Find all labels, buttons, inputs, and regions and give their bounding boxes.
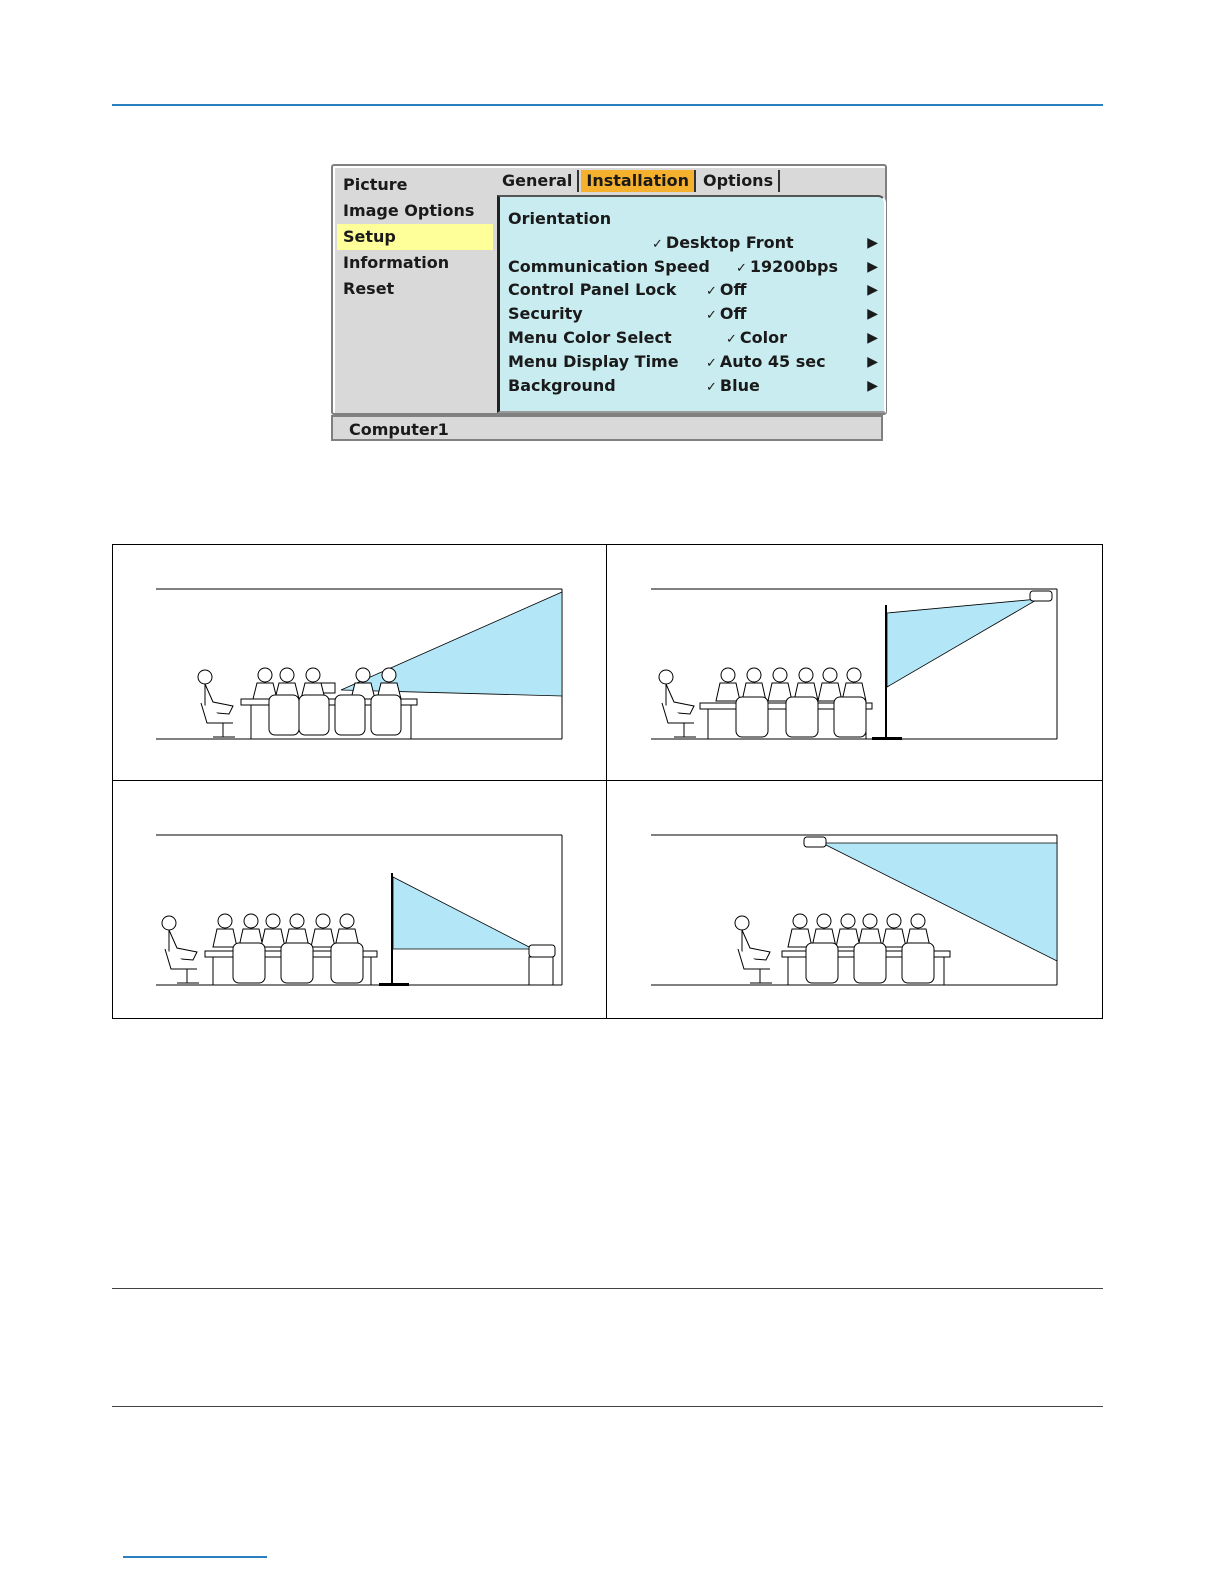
installation-panel: [497, 195, 886, 413]
setting-label: Menu Color Select: [508, 328, 672, 347]
setting-row-security[interactable]: [508, 302, 878, 326]
setting-label: Communication Speed: [508, 257, 710, 276]
check-icon: ✓: [706, 284, 717, 299]
desktop-front-illustration: [113, 545, 607, 781]
orientation-diagram-grid: [112, 544, 1103, 1019]
setting-value: [706, 374, 760, 400]
tab-general[interactable]: General: [497, 170, 579, 192]
setting-value: [706, 302, 746, 328]
setting-value-text: Color: [739, 328, 788, 347]
diagram-desktop-front: [113, 545, 607, 781]
setting-label: Security: [508, 304, 583, 323]
main-menu: [337, 172, 493, 302]
check-icon: ✓: [726, 332, 737, 347]
ceiling-front-illustration: [608, 781, 1102, 1017]
submenu-arrow-icon[interactable]: ▶: [867, 306, 878, 322]
check-icon: ✓: [652, 237, 663, 252]
setting-row-communication-speed[interactable]: [508, 255, 878, 279]
menu-item-setup[interactable]: Setup: [337, 224, 493, 250]
grid-divider-vertical: [606, 545, 607, 1018]
submenu-arrow-icon[interactable]: ▶: [867, 235, 878, 251]
check-icon: ✓: [706, 356, 717, 371]
menu-item-image-options[interactable]: Image Options: [343, 201, 475, 220]
menu-item-information[interactable]: Information: [343, 253, 450, 272]
setting-row-menu-color-select[interactable]: [508, 326, 878, 350]
setting-label: Menu Display Time: [508, 352, 679, 371]
diagram-ceiling-rear: [608, 545, 1102, 781]
setting-value: [726, 326, 787, 352]
check-icon: ✓: [736, 261, 747, 276]
desktop-rear-illustration: [113, 781, 607, 1017]
setting-value-text: Off: [719, 304, 747, 323]
submenu-arrow-icon[interactable]: ▶: [867, 378, 878, 394]
tab-bar: [497, 170, 782, 194]
tab-installation[interactable]: Installation: [581, 170, 696, 192]
check-icon: ✓: [706, 380, 717, 395]
source-name: Computer1: [349, 420, 449, 439]
setting-label: Background: [508, 376, 616, 395]
orientation-value-text: Desktop Front: [665, 233, 794, 252]
section-divider: [112, 1406, 1103, 1407]
setting-value: [706, 278, 746, 304]
check-icon: ✓: [706, 308, 717, 323]
setting-row-orientation[interactable]: [508, 231, 878, 255]
setting-row-background[interactable]: [508, 374, 878, 398]
source-status-bar: [331, 415, 883, 441]
menu-item-picture[interactable]: Picture: [343, 175, 408, 194]
submenu-arrow-icon[interactable]: ▶: [867, 282, 878, 298]
setting-value: [706, 350, 826, 376]
submenu-arrow-icon[interactable]: ▶: [867, 259, 878, 275]
setting-value-text: 19200bps: [749, 257, 838, 276]
setting-label: Control Panel Lock: [508, 280, 677, 299]
submenu-arrow-icon[interactable]: ▶: [867, 330, 878, 346]
ceiling-rear-illustration: [608, 545, 1102, 781]
setting-value-text: Blue: [719, 376, 760, 395]
setting-value-text: Auto 45 sec: [719, 352, 826, 371]
diagram-desktop-rear: [113, 781, 607, 1017]
submenu-arrow-icon[interactable]: ▶: [867, 354, 878, 370]
osd-menu: [331, 164, 886, 446]
setting-row-control-panel-lock[interactable]: [508, 278, 878, 302]
orientation-heading: [508, 207, 878, 231]
osd-frame: [331, 164, 887, 415]
grid-divider-horizontal: [113, 780, 1102, 781]
orientation-label: Orientation: [508, 209, 612, 228]
menu-item-reset[interactable]: Reset: [343, 279, 395, 298]
tab-options[interactable]: Options: [698, 170, 780, 192]
setting-value-text: Off: [719, 280, 747, 299]
diagram-ceiling-front: [608, 781, 1102, 1017]
footer-rule: [123, 1556, 267, 1558]
setting-row-menu-display-time[interactable]: [508, 350, 878, 374]
section-divider: [112, 1288, 1103, 1289]
orientation-value: [652, 231, 794, 257]
header-rule: [112, 104, 1103, 106]
